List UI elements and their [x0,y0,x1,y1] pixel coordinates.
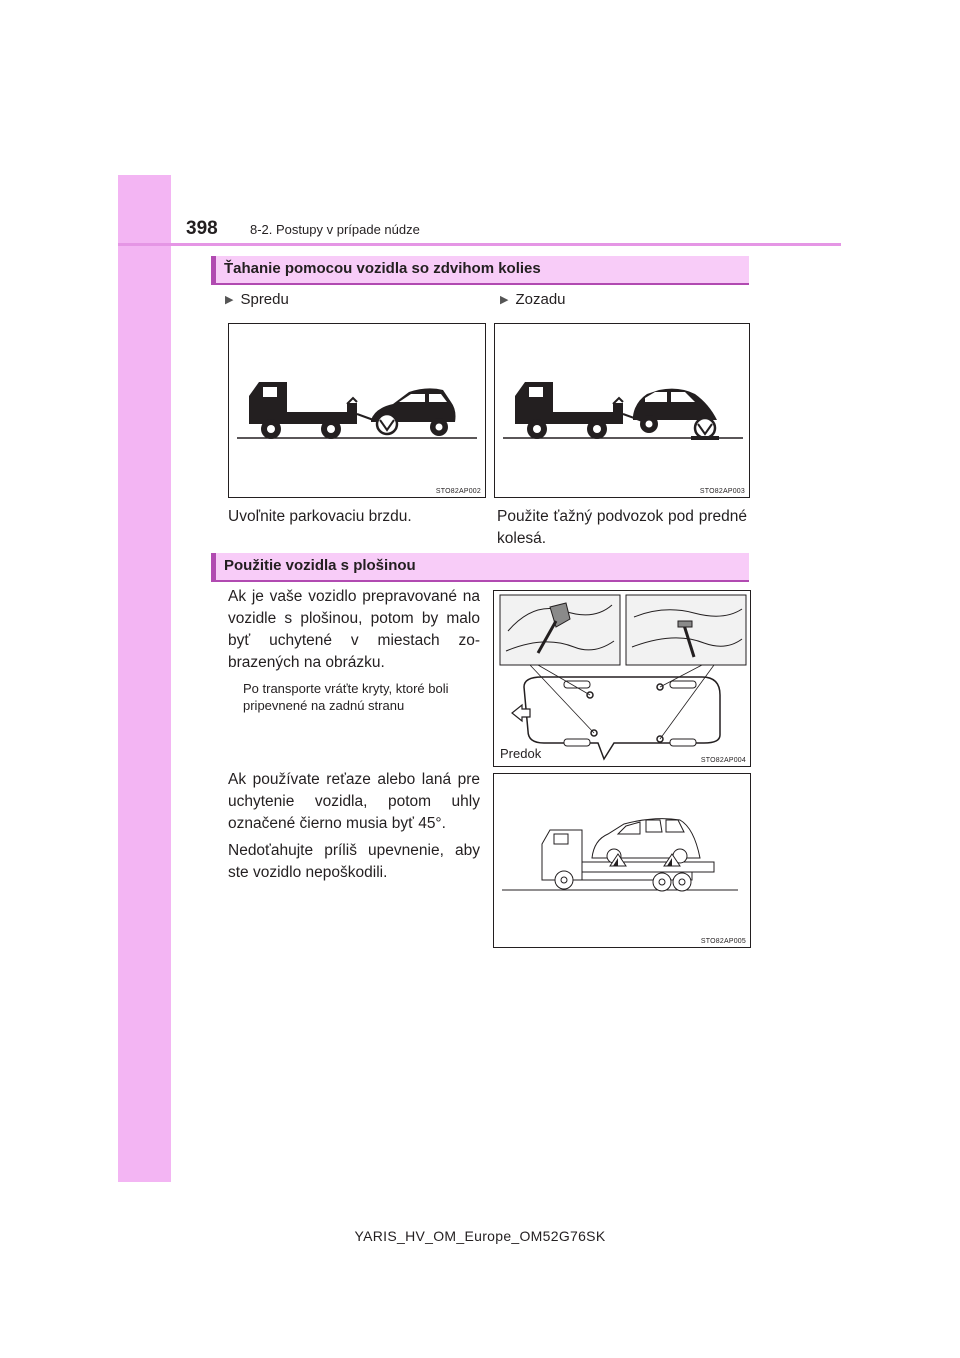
figure-code: STO82AP003 [699,488,745,495]
section-title: Použitie vozidla s plošinou [224,557,416,574]
section-accent [211,553,216,580]
paragraph-no-overtighten: Nedoťahujte príliš upevnenie, aby ste vozidlo nepoškodili. [228,842,480,881]
figure-flatbed-truck [493,773,751,948]
section-accent [211,256,216,283]
tow-truck-front-illustration [229,324,485,497]
header-divider [118,243,841,246]
section-heading-wheel-lift [211,256,749,285]
label-front-text: Spredu [240,291,289,308]
chapter-title: 8-2. Postupy v prípade núdze [250,222,420,237]
label-rear [500,291,566,308]
tow-truck-rear-illustration [495,324,749,497]
figure-code: STO82AP002 [435,488,481,495]
triangle-right-icon: ▶ [500,294,509,306]
figure-code: STO82AP004 [700,757,746,764]
footer-document-id: YARIS_HV_OM_Europe_OM52G76SK [354,1228,606,1244]
tie-down-points-illustration [494,591,750,766]
figure-rear-tow [494,323,750,498]
paragraph-chain-angle: Ak používate reťaze alebo laná pre uchytenie vozidla, potom uhly označené čierno musia byť 45°. [228,771,480,832]
caption-front: Uvoľnite parkovaciu brzdu. [228,508,412,525]
figure-front-tow [228,323,486,498]
label-front-direction: Predok [500,746,542,761]
flatbed-truck-illustration [494,774,750,947]
section-title: Ťahanie pomocou vozidla so zdvihom kolies [224,260,541,277]
chapter-sidebar-tab [118,175,171,1182]
caption-rear: Použite ťažný podvozok pod predné kolesá. [497,508,747,547]
triangle-right-icon: ▶ [225,294,234,306]
page-number: 398 [186,218,218,239]
figure-tie-down-points [493,590,751,767]
note-covers: Po transporte vráťte kryty, ktoré boli pripevnené na zadnú stranu [243,681,449,713]
label-rear-text: Zozadu [515,291,566,308]
section-heading-flatbed [211,553,749,582]
label-front [225,291,289,308]
figure-code: STO82AP005 [700,938,746,945]
paragraph-flatbed-intro: Ak je vaše vozidlo prepravované na vozidle s plošinou, potom by malo byť uchytené v miestach zo-brazených na obrázku. [228,588,480,671]
